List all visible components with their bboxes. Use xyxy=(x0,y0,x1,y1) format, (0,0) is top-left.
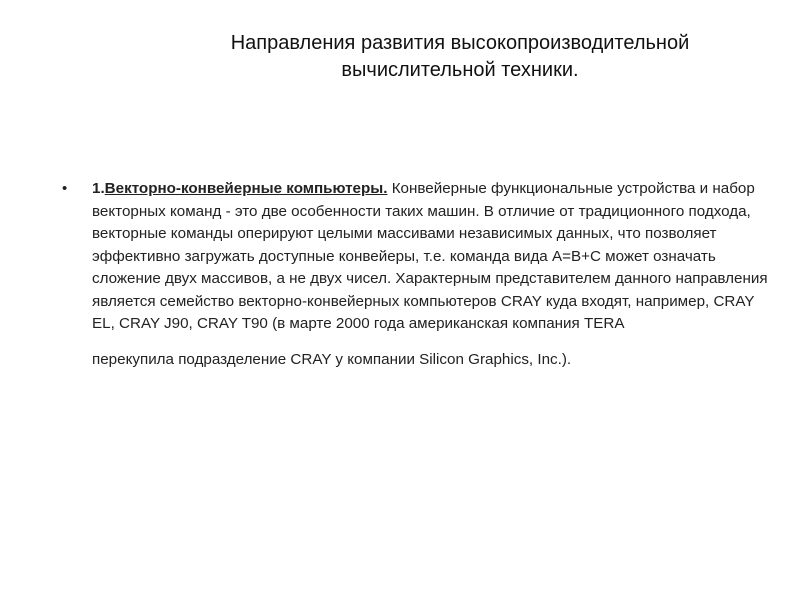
bullet-list xyxy=(60,178,772,371)
slide-title-line-2: вычислительной техники. xyxy=(341,59,579,81)
bullet-number: 1. xyxy=(92,180,105,197)
bullet-body-text: Конвейерные функциональные устройства и набор векторных команд - это две особенности таких машин. В отличие от традиционного подхода, векторные команды оперируют целыми массивами независимых данных, что позволяет эффективно загружать доступные конвейеры, т.е. команда вида A=B+C может означать сложение двух массивов, а не двух чисел. Характерным представителем данного направления является семейство векторно-конвейерных компьютеров CRAY куда входят, например, CRAY EL, CRAY J90, CRAY T90 (в марте 2000 года американская компания TERA xyxy=(92,180,768,332)
slide-title xyxy=(160,30,760,84)
bullet-dot-icon: • xyxy=(62,180,68,197)
bullet-item-vector-pipeline xyxy=(60,178,772,371)
slide-title-line-1: Направления развития высокопроизводительной xyxy=(230,32,690,54)
bullet-heading: Векторно-конвейерные компьютеры. xyxy=(104,180,388,197)
bullet-continuation-text: перекупила подразделение CRAY у компании Silicon Graphics, Inc.). xyxy=(92,350,572,368)
bullet-paragraph xyxy=(92,178,772,336)
